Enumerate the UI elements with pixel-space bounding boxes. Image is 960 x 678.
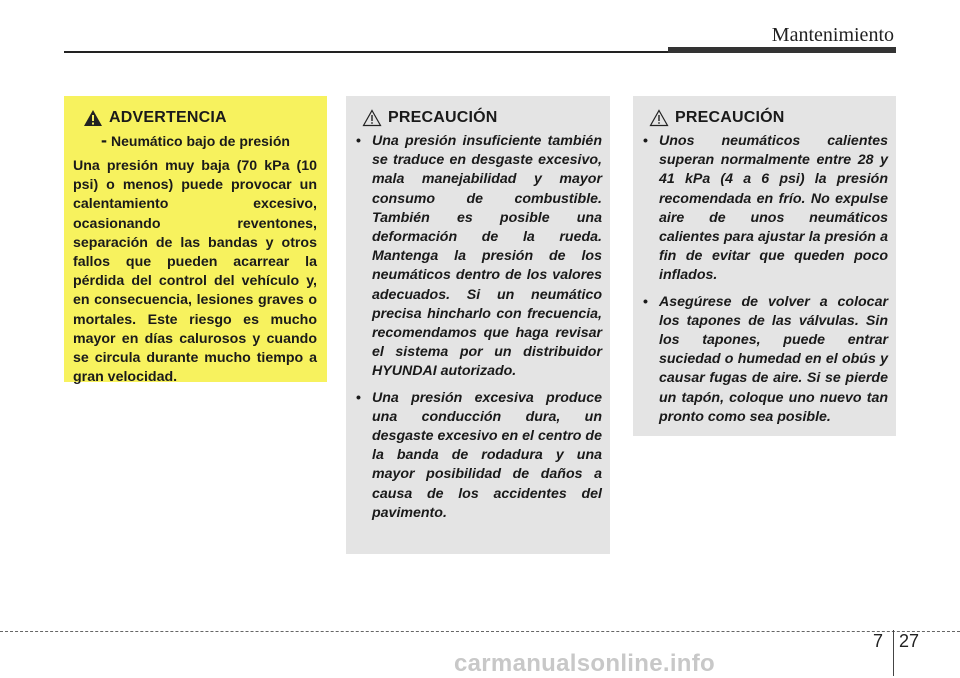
caution-header	[643, 106, 888, 130]
chapter-number: 7	[873, 631, 884, 651]
bullet: •	[356, 133, 361, 149]
list-item	[643, 293, 888, 427]
footer-dashed-rule	[0, 631, 960, 632]
warning-body: Una presión muy baja (70 kPa (10 psi) o menos) puede provocar un calentamiento excesivo, ocasionando reventones, separación de las bandas y otros fallos que pueden acarrear la pérdida del control del vehículo y, en consecuencia, lesiones graves o mortales. Este riesgo es mucho mayor en días calurosos y cuando se circula durante mucho tiempo a gran velocidad.	[73, 158, 317, 386]
warning-subtitle-text: Neumático bajo de presión	[111, 133, 290, 149]
bullet: •	[643, 133, 648, 149]
section-title: Mantenimiento	[771, 24, 894, 46]
bullet: •	[643, 293, 648, 310]
list-item	[356, 132, 602, 382]
subtitle-dash: -	[101, 130, 107, 150]
caution-box-right	[633, 96, 896, 436]
warning-subtitle	[101, 130, 317, 151]
caution-list	[643, 132, 888, 427]
caution-header	[356, 106, 602, 130]
caution-triangle-icon	[362, 109, 382, 127]
caution-title: PRECAUCIÓN	[675, 109, 785, 126]
page-number-separator	[893, 630, 894, 676]
caution-triangle-icon	[649, 109, 669, 127]
warning-box	[64, 96, 327, 386]
list-item-text: Una presión insuficiente también se traduce en desgaste excesivo, mala manejabilidad y mayor consumo de combustible. También es posible una deformación de la rueda. Mantenga la presión de los neumáticos dentro de los valores adecuados. Si un neumático precisa hincharlo con frecuencia, recomendamos que haga revisar el sistema por un distribuidor HYUNDAI autorizado.	[372, 133, 602, 380]
warning-title: ADVERTENCIA	[109, 109, 227, 126]
list-item-text: Una presión excesiva produce una conducción dura, un desgaste excesivo en el centro de la banda de rodadura y una mayor posibilidad de daños a causa de los accidentes del pavimento.	[372, 389, 602, 521]
list-item	[356, 389, 602, 523]
bullet: •	[356, 389, 361, 406]
header-rule	[64, 51, 670, 53]
caution-title: PRECAUCIÓN	[388, 109, 498, 126]
page-number: 27	[899, 631, 920, 651]
header-rule-accent	[668, 47, 896, 53]
caution-box-left	[346, 96, 610, 554]
list-item-text: Asegúrese de volver a colocar los tapones de las válvulas. Sin los tapones, puede entrar suciedad o humedad en el obús y causar fugas de aire. Si se pierde un tapón, coloque uno nuevo tan pronto como sea posible.	[659, 293, 888, 425]
watermark: carmanualsonline.info	[454, 650, 716, 677]
warning-header	[73, 106, 317, 130]
warning-triangle-icon	[83, 109, 103, 127]
list-item-text: Unos neumáticos calientes superan normalmente entre 28 y 41 kPa (4 a 6 psi) la presión recomendada en frío. No expulse aire de unos neumáticos calientes para ajustar la presión a fin de evitar que queden poco inflados.	[659, 133, 888, 284]
list-item	[643, 132, 888, 286]
caution-list	[356, 132, 602, 523]
